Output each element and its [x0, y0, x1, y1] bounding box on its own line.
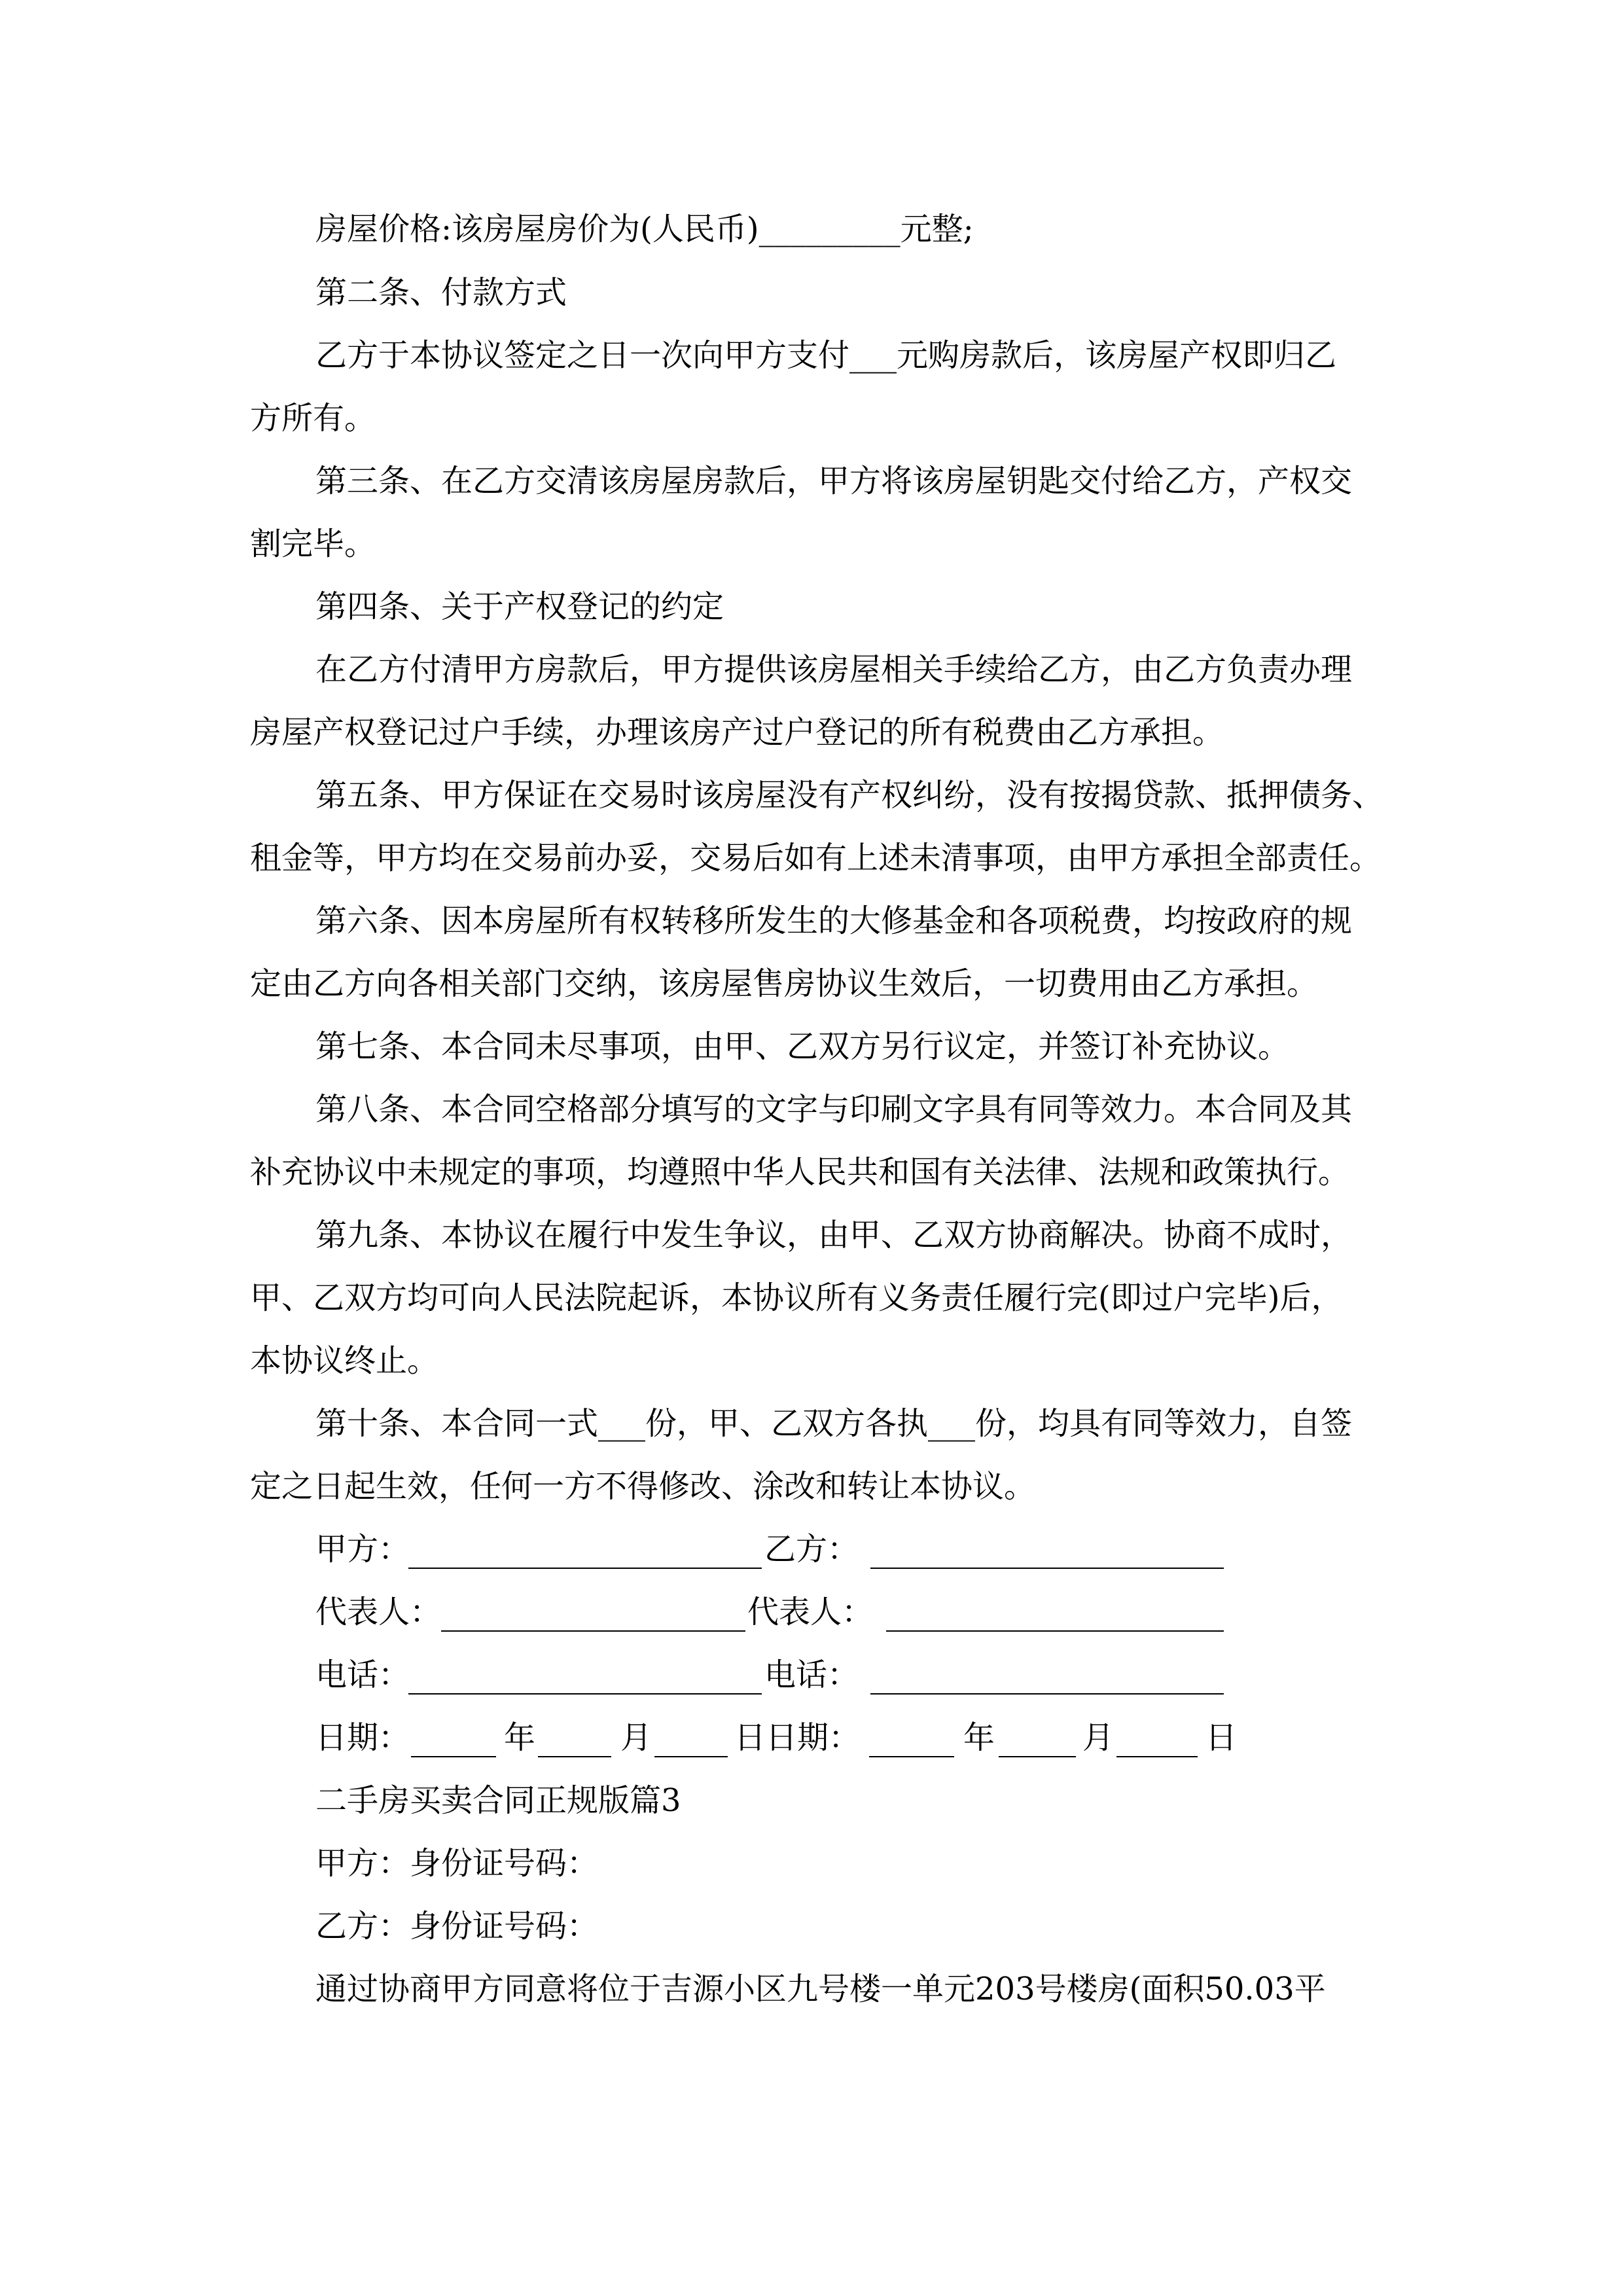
- rep-a-label: 代表人：: [315, 1594, 442, 1630]
- date-b-month-blank: [999, 1756, 1076, 1757]
- signature-phone-row: [315, 1654, 1297, 1696]
- party-a-blank: [408, 1568, 762, 1569]
- date-a-day-blank: [654, 1756, 728, 1757]
- rep-a-blank: [441, 1630, 745, 1632]
- article-8-text-1: 第八条、本合同空格部分填写的文字与印刷文字具有同等效力。本合同及其: [315, 1091, 1353, 1128]
- section-3-party-b: 乙方：身份证号码：: [315, 1908, 599, 1945]
- date-b-day-label: 日: [1205, 1719, 1238, 1756]
- party-b-label: 乙方：: [764, 1531, 859, 1568]
- article-2-text-2: 方所有。: [250, 400, 376, 437]
- date-a-year-blank: [411, 1756, 496, 1757]
- rep-b-blank: [886, 1630, 1224, 1632]
- article-7-text: 第七条、本合同未尽事项，由甲、乙双方另行议定，并签订补充协议。: [315, 1028, 1290, 1065]
- article-9-text-1: 第九条、本协议在履行中发生争议，由甲、乙双方协商解决。协商不成时，: [315, 1217, 1353, 1253]
- date-b-year-blank: [869, 1756, 954, 1757]
- article-8-text-2: 补充协议中未规定的事项，均遵照中华人民共和国有关法律、法规和政策执行。: [250, 1154, 1350, 1191]
- signature-rep-row: [315, 1591, 1297, 1633]
- article-6-text-2: 定由乙方向各相关部门交纳，该房屋售房协议生效后，一切费用由乙方承担。: [250, 965, 1319, 1002]
- article-5-text-2: 租金等，甲方均在交易前办妥，交易后如有上述未清事项，由甲方承担全部责任。: [250, 840, 1382, 876]
- phone-a-label: 电话：: [315, 1657, 410, 1693]
- section-3-intro: 通过协商甲方同意将位于吉源小区九号楼一单元203号楼房(面积50.03平: [315, 1971, 1326, 2007]
- party-b-blank: [870, 1568, 1224, 1569]
- article-3-text-1: 第三条、在乙方交清该房屋房款后，甲方将该房屋钥匙交付给乙方，产权交: [315, 463, 1353, 499]
- article-3-text-2: 割完毕。: [250, 526, 376, 562]
- article-2-text-1: 乙方于本协议签定之日一次向甲方支付___元购房款后，该房屋产权即归乙: [315, 337, 1337, 374]
- date-b-month-label: 月: [1082, 1719, 1115, 1756]
- signature-date-row: [315, 1717, 1297, 1759]
- date-a-label: 日期：: [315, 1719, 410, 1756]
- article-2-title: 第二条、付款方式: [315, 274, 567, 311]
- article-5-text-1: 第五条、甲方保证在交易时该房屋没有产权纠纷，没有按揭贷款、抵押债务、: [315, 777, 1384, 814]
- article-9-text-3: 本协议终止。: [250, 1342, 439, 1379]
- article-4-text-1: 在乙方付清甲方房款后，甲方提供该房屋相关手续给乙方，由乙方负责办理: [315, 651, 1353, 688]
- date-a-month-blank: [538, 1756, 611, 1757]
- article-6-text-1: 第六条、因本房屋所有权转移所发生的大修基金和各项税费，均按政府的规: [315, 903, 1353, 939]
- signature-party-row: [315, 1528, 1297, 1570]
- phone-a-blank: [408, 1693, 762, 1695]
- article-10-text-1: 第十条、本合同一式___份，甲、乙双方各执___份，均具有同等效力，自签: [315, 1405, 1353, 1442]
- section-3-party-a: 甲方：身份证号码：: [315, 1845, 599, 1882]
- rep-b-label: 代表人：: [747, 1594, 874, 1630]
- article-10-text-2: 定之日起生效，任何一方不得修改、涂改和转让本协议。: [250, 1468, 1036, 1505]
- date-a-month-label: 月: [620, 1719, 652, 1756]
- date-a-year-label: 年: [504, 1719, 536, 1756]
- date-b-label: 日日期：: [734, 1719, 861, 1756]
- date-b-day-blank: [1116, 1756, 1198, 1757]
- price-line: 房屋价格:该房屋房价为(人民币)_________元整;: [315, 211, 974, 247]
- article-4-title: 第四条、关于产权登记的约定: [315, 588, 724, 625]
- section-3-heading: 二手房买卖合同正规版篇3: [315, 1782, 681, 1819]
- article-9-text-2: 甲、乙双方均可向人民法院起诉，本协议所有义务责任履行完(即过户完毕)后，: [250, 1280, 1343, 1316]
- phone-b-blank: [870, 1693, 1224, 1695]
- phone-b-label: 电话：: [764, 1657, 859, 1693]
- date-b-year-label: 年: [963, 1719, 995, 1756]
- party-a-label: 甲方：: [315, 1531, 410, 1568]
- article-4-text-2: 房屋产权登记过户手续，办理该房产过户登记的所有税费由乙方承担。: [250, 714, 1224, 751]
